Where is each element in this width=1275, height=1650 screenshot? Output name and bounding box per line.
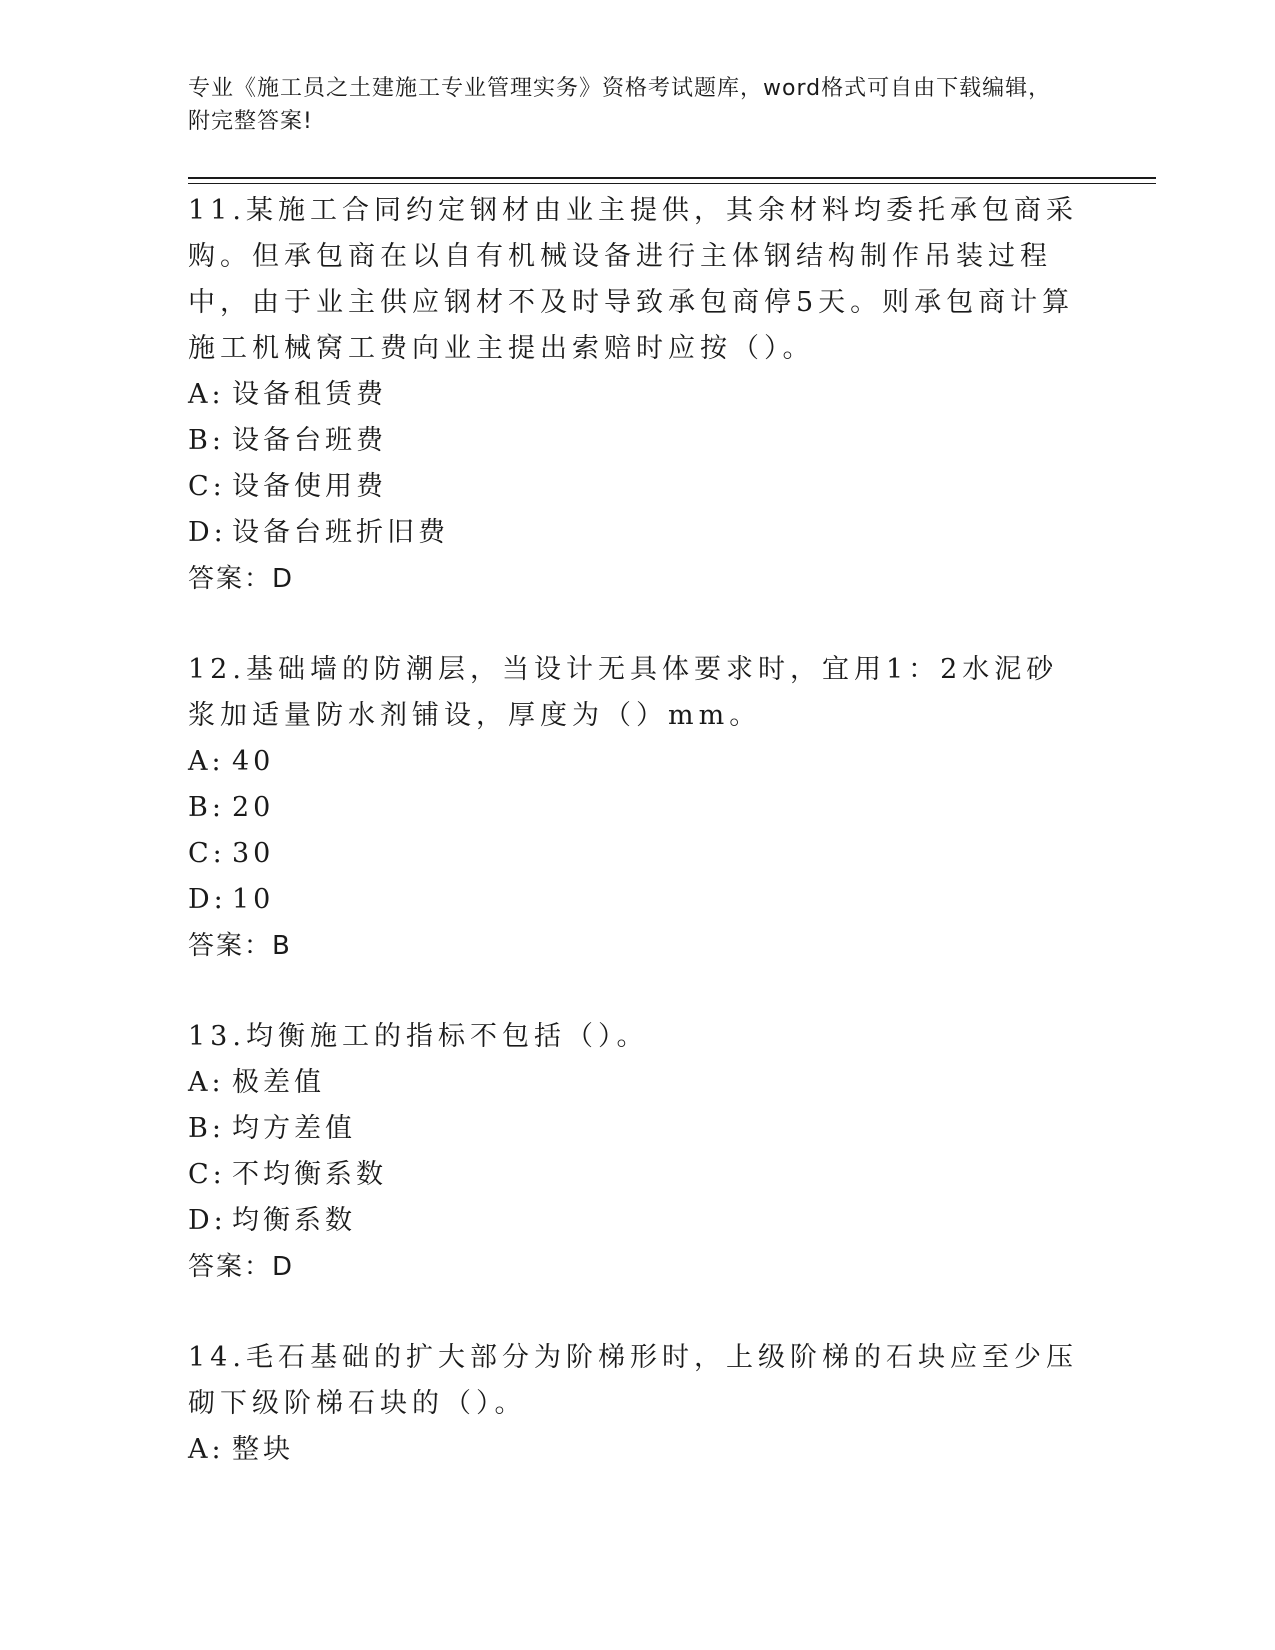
- option-label: B:: [188, 1113, 225, 1144]
- option-text: 30: [232, 838, 275, 869]
- option-c: [188, 831, 1088, 877]
- option-c: [188, 1152, 1088, 1198]
- question-stem: 14.毛石基础的扩大部分为阶梯形时，上级阶梯的石块应至少压砌下级阶梯石块的（）。: [188, 1342, 1078, 1419]
- option-b: [188, 785, 1088, 831]
- answer-line: 答案：B: [188, 931, 292, 961]
- option-a: [188, 372, 1088, 418]
- option-d: [188, 877, 1088, 923]
- header-divider-thin: [188, 183, 1156, 184]
- question-12: [188, 647, 1088, 969]
- option-a: [188, 1427, 1088, 1473]
- option-label: B:: [188, 792, 225, 823]
- option-label: A:: [188, 1067, 225, 1098]
- option-d: [188, 1198, 1088, 1244]
- option-label: B:: [188, 425, 225, 456]
- header-title: 专业《施工员之土建施工专业管理实务》资格考试题库，word格式可自由下载编辑，附完整答案!: [188, 76, 1052, 134]
- option-a: [188, 739, 1088, 785]
- option-label: D:: [188, 517, 227, 548]
- question-list: [188, 188, 1088, 1518]
- option-text: 极差值: [232, 1067, 325, 1098]
- option-text: 40: [232, 746, 275, 777]
- question-stem: 11.某施工合同约定钢材由业主提供，其余材料均委托承包商采购。但承包商在以自有机械设备进行主体钢结构制作吊装过程中，由于业主供应钢材不及时导致承包商停5天。则承包商计算施工机械窝工费向业主提出索赔时应按（）。: [188, 195, 1078, 364]
- option-text: 设备台班折旧费: [232, 517, 449, 548]
- option-b: [188, 1106, 1088, 1152]
- answer-line: 答案：D: [188, 1252, 295, 1282]
- option-label: A:: [188, 746, 225, 777]
- question-stem: 13.均衡施工的指标不包括（）。: [188, 1021, 649, 1052]
- option-text: 整块: [232, 1434, 294, 1465]
- question-11: [188, 188, 1088, 602]
- option-c: [188, 464, 1088, 510]
- option-text: 均衡系数: [232, 1205, 356, 1236]
- option-label: D:: [188, 1205, 227, 1236]
- question-stem: 12.基础墙的防潮层，当设计无具体要求时，宜用1：2水泥砂浆加适量防水剂铺设，厚度为（）mm。: [188, 654, 1059, 731]
- option-text: 设备租赁费: [232, 379, 387, 410]
- option-text: 均方差值: [232, 1113, 356, 1144]
- option-label: C:: [188, 838, 226, 869]
- option-label: A:: [188, 379, 225, 410]
- header-divider-thick: [188, 177, 1156, 179]
- question-14: [188, 1335, 1088, 1473]
- option-text: 设备使用费: [232, 471, 387, 502]
- question-13: [188, 1014, 1088, 1290]
- option-text: 20: [232, 792, 275, 823]
- option-text: 设备台班费: [232, 425, 387, 456]
- option-label: C:: [188, 1159, 226, 1190]
- option-a: [188, 1060, 1088, 1106]
- option-label: D:: [188, 884, 227, 915]
- document-header: [188, 72, 1068, 138]
- option-d: [188, 510, 1088, 556]
- answer-line: 答案：D: [188, 564, 295, 594]
- option-b: [188, 418, 1088, 464]
- option-label: C:: [188, 471, 226, 502]
- option-text: 10: [232, 884, 275, 915]
- option-text: 不均衡系数: [232, 1159, 387, 1190]
- option-label: A:: [188, 1434, 225, 1465]
